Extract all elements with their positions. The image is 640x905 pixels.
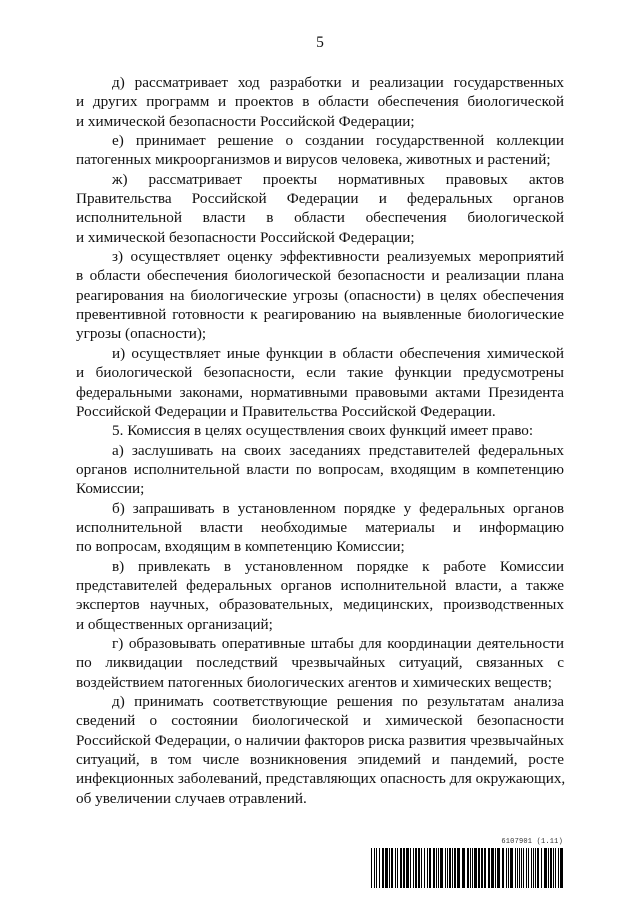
barcode-caption: 6107901 (1.11) [501,838,563,846]
text-line: по ликвидации последствий чрезвычайных ситуаций, связанных с [76,654,564,672]
text-line: об увеличении случаев отравлений. [76,789,307,807]
text-line: в области обеспечения биологической безопасности и реализации плана [76,267,564,285]
paragraph-g [76,634,564,692]
paragraph-p5 [76,421,564,440]
barcode [371,838,565,890]
barcode-graphic [371,848,565,888]
text-line: и химической безопасности Российской Федерации; [76,112,415,130]
text-line: з) осуществляет оценку эффективности реализуемых мероприятий [112,248,564,266]
paragraph-e [76,131,564,170]
text-line: превентивной готовности к реагированию на выявленные биологические [76,306,564,324]
text-line: воздействием патогенных биологических агентов и химических веществ; [76,673,552,691]
text-line: е) принимает решение о создании государственной коллекции [112,132,564,150]
text-line: Российской Федерации, о наличии факторов риска развития чрезвычайных [76,731,564,749]
text-line: и) осуществляет иные функции в области обеспечения химической [112,344,564,362]
text-line: ж) рассматривает проекты нормативных правовых актов [112,170,564,188]
text-line: реагирования на биологические угрозы (опасности) в целях обеспечения [76,286,564,304]
text-line: и общественных организаций; [76,615,273,633]
paragraph-zh [76,170,564,247]
text-line: экспертов научных, образовательных, медицинских, производственных [76,596,564,614]
text-line: и биологической безопасности, если такие функции предусмотрены [76,364,564,382]
text-line: и химической безопасности Российской Федерации; [76,228,415,246]
text-line: Комиссии; [76,480,145,498]
text-line: патогенных микроорганизмов и вирусов человека, животных и растений; [76,151,551,169]
text-line: и других программ и проектов в области обеспечения биологической [76,93,564,111]
text-line: сведений о состоянии биологической и химической безопасности [76,712,564,730]
paragraph-z [76,247,564,344]
paragraph-d [76,73,564,131]
text-line: Российской Федерации и Правительства Российской Федерации. [76,402,496,420]
text-line: в) привлекать в установленном порядке к работе Комиссии [112,557,564,575]
document-body [76,73,564,808]
page-number: 5 [316,34,324,51]
text-line: ситуаций, в том числе возникновения эпидемий и пандемий, росте [76,751,564,769]
paragraph-v [76,557,564,634]
paragraph-b [76,499,564,557]
text-line: Правительства Российской Федерации и федеральных органов [76,190,564,208]
text-line: по вопросам, входящим в компетенцию Комиссии; [76,538,405,556]
text-line: б) запрашивать в установленном порядке у федеральных органов [112,499,564,517]
text-line: угрозы (опасности); [76,325,207,343]
text-line: представителей федеральных органов исполнительной власти, а также [76,576,564,594]
text-line: д) рассматривает ход разработки и реализации государственных [112,74,564,91]
paragraph-d2 [76,692,564,808]
text-line: федеральными законами, нормативными правовыми актами Президента [76,383,564,401]
text-line: г) образовывать оперативные штабы для координации деятельности [112,634,564,652]
paragraph-a [76,441,564,499]
text-line: исполнительной власти необходимые материалы и информацию [76,518,564,536]
paragraph-i [76,344,564,421]
text-line: органов исполнительной власти по вопросам, входящим в компетенцию [76,460,564,478]
text-line: инфекционных заболеваний, представляющих опасность для окружающих, [76,770,566,788]
text-line: а) заслушивать на своих заседаниях представителей федеральных [112,441,564,459]
text-line: д) принимать соответствующие решения по результатам анализа [112,693,564,710]
text-line: 5. Комиссия в целях осуществления своих функций имеет право: [112,422,534,440]
text-line: исполнительной власти в области обеспечения биологической [76,209,564,227]
